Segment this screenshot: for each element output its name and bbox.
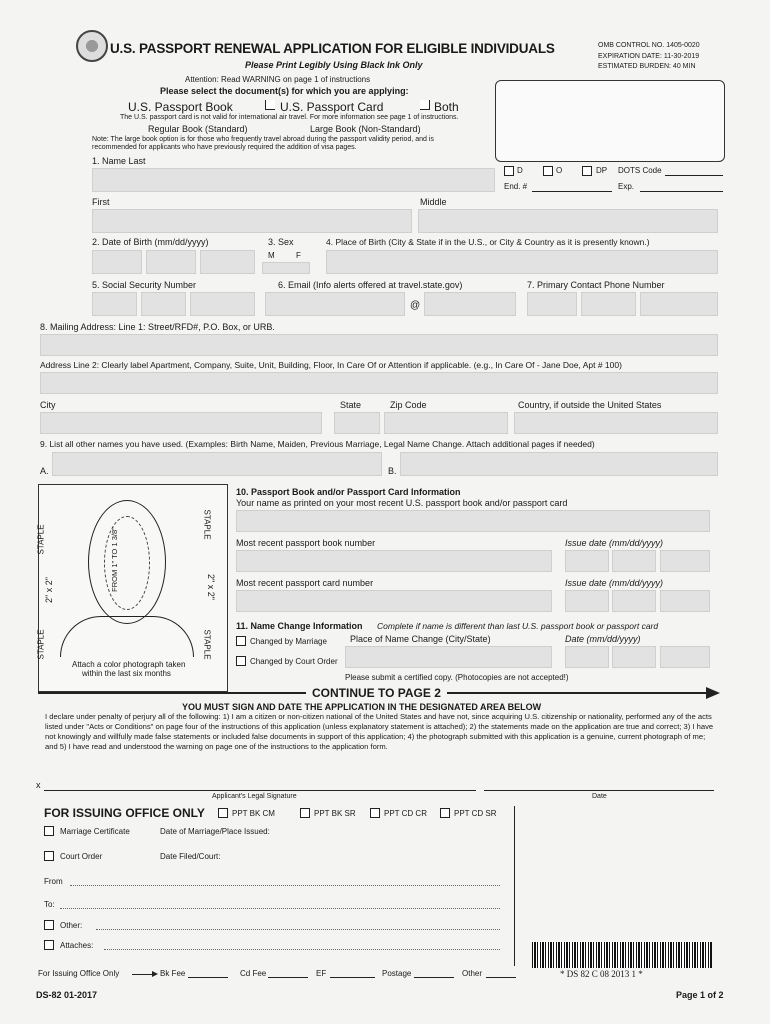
change-month-input[interactable] — [565, 646, 609, 668]
barcode-text: * DS 82 C 08 2013 1 * — [560, 969, 643, 979]
address-line2-label: Address Line 2: Clearly label Apartment, Company, Suite, Unit, Building, Floor, In Care Of or Attention if applicable. (e.g., In Care Of - Jane Doe, Apt # 100) — [40, 360, 622, 370]
sex-f-label: F — [296, 251, 301, 260]
other-dots — [96, 929, 500, 930]
option-both-label: Both — [434, 100, 459, 114]
regular-book-label: Regular Book (Standard) — [148, 124, 248, 134]
exp-label: Exp. — [618, 182, 635, 191]
large-book-note: Note: The large book option is for those who frequently travel abroad during the passport validity period, and is recommended for applicants who have previously required the addition of visa pages. — [92, 136, 434, 151]
from-label: From — [44, 877, 63, 886]
address-line1-label: 8. Mailing Address: Line 1: Street/RFD#, P.O. Box, or URB. — [40, 322, 275, 332]
section11-subtitle: Complete if name is different than last U.S. passport book or passport card — [377, 621, 659, 631]
change-year-input[interactable] — [660, 646, 710, 668]
ssn-part2-input[interactable] — [141, 292, 186, 316]
change-day-input[interactable] — [612, 646, 656, 668]
phone-area-input[interactable] — [527, 292, 577, 316]
other-label: Other: — [60, 921, 83, 930]
omb-number: OMB CONTROL NO. 1405-0020 — [598, 42, 700, 49]
photo-size-right: 2" x 2" — [205, 574, 216, 600]
form-subtitle: Please Print Legibly Using Black Ink Only — [245, 60, 423, 70]
o-label: O — [556, 166, 563, 175]
city-label: City — [40, 400, 56, 410]
first-name-label: First — [92, 197, 110, 207]
last-name-input[interactable] — [92, 168, 495, 192]
photo-shoulders — [60, 616, 194, 657]
dob-label: 2. Date of Birth (mm/dd/yyyy) — [92, 237, 209, 247]
dots-code-label: DOTS Code — [618, 166, 662, 175]
state-input[interactable] — [334, 412, 380, 434]
signature-line — [44, 790, 476, 791]
ppt-cd-sr-label: PPT CD SR — [454, 809, 497, 818]
address-line1-input[interactable] — [40, 334, 718, 356]
barcode-image — [532, 942, 712, 968]
country-input[interactable] — [514, 412, 718, 434]
middle-name-input[interactable] — [418, 209, 718, 233]
select-text: Please select the document(s) for which you are applying: — [160, 86, 409, 96]
o-checkbox[interactable] — [543, 166, 553, 176]
zip-input[interactable] — [384, 412, 508, 434]
option-card-label: U.S. Passport Card — [280, 100, 384, 114]
card-number-label: Most recent passport card number — [236, 578, 374, 588]
d-checkbox[interactable] — [504, 166, 514, 176]
fee-arrow-icon — [152, 971, 158, 977]
pob-input[interactable] — [326, 250, 718, 274]
book-issue-day-input[interactable] — [612, 550, 656, 572]
staple-top-right: STAPLE — [202, 509, 212, 540]
city-input[interactable] — [40, 412, 322, 434]
marriage-date-label: Date of Marriage/Place Issued: — [160, 827, 270, 836]
phone-prefix-input[interactable] — [581, 292, 636, 316]
place-of-change-input[interactable] — [345, 646, 552, 668]
option-book-label: U.S. Passport Book — [128, 100, 233, 114]
card-issue-year-input[interactable] — [660, 590, 710, 612]
office-divider — [514, 806, 515, 966]
to-dots — [60, 908, 500, 909]
address-line2-input[interactable] — [40, 372, 718, 394]
book-number-input[interactable] — [236, 550, 552, 572]
date-label: Date — [592, 793, 607, 800]
ppt-bk-sr-label: PPT BK SR — [314, 809, 356, 818]
dob-month-input[interactable] — [92, 250, 142, 274]
continue-label: CONTINUE TO PAGE 2 — [306, 686, 447, 700]
date-line — [484, 790, 714, 791]
large-book-label: Large Book (Non-Standard) — [310, 124, 421, 134]
office-use-box — [495, 80, 725, 162]
dob-year-input[interactable] — [200, 250, 255, 274]
other-checkbox[interactable] — [44, 920, 54, 930]
ppt-bk-sr-checkbox[interactable] — [300, 808, 310, 818]
staple-bottom-right: STAPLE — [202, 629, 212, 660]
attaches-dots — [104, 949, 500, 950]
staple-bottom-left: STAPLE — [36, 629, 46, 660]
changed-by-marriage-checkbox[interactable] — [236, 636, 246, 646]
d-label: D — [517, 166, 523, 175]
email-at-sign: @ — [410, 300, 421, 311]
section10-title: 10. Passport Book and/or Passport Card Information — [236, 487, 461, 497]
marriage-certificate-checkbox[interactable] — [44, 826, 54, 836]
book-issue-month-input[interactable] — [565, 550, 609, 572]
other-names-label: 9. List all other names you have used. (Examples: Birth Name, Maiden, Previous Marriage, Legal Name Change. Attach additional pages if needed) — [40, 439, 595, 449]
ppt-cd-cr-checkbox[interactable] — [370, 808, 380, 818]
ssn-part3-input[interactable] — [190, 292, 255, 316]
email-domain-input[interactable] — [424, 292, 516, 316]
book-issue-date-label: Issue date (mm/dd/yyyy) — [565, 538, 664, 548]
attention-text: Attention: Read WARNING on page 1 of instructions — [185, 75, 371, 84]
state-label: State — [340, 400, 362, 410]
ppt-cd-sr-checkbox[interactable] — [440, 808, 450, 818]
zip-label: Zip Code — [390, 400, 427, 410]
court-order-label: Court Order — [60, 852, 103, 861]
recent-passport-name-input[interactable] — [236, 510, 710, 532]
end-label: End. # — [504, 182, 528, 191]
ssn-label: 5. Social Security Number — [92, 280, 197, 290]
fee-arrow-line — [132, 974, 154, 975]
other-name-a-label: A. — [40, 466, 49, 476]
pob-label: 4. Place of Birth (City & State if in the U.S., or City & Country as it is presently known.) — [326, 237, 650, 247]
photo-size-range: FROM 1" TO 1 3/8" — [109, 527, 119, 592]
ef-label: EF — [316, 969, 327, 978]
card-issue-month-input[interactable] — [565, 590, 609, 612]
attaches-label: Attaches: — [60, 941, 94, 950]
changed-by-court-checkbox[interactable] — [236, 656, 246, 666]
sex-m-label: M — [268, 251, 275, 260]
card-issue-date-label: Issue date (mm/dd/yyyy) — [565, 578, 664, 588]
postage-label: Postage — [382, 969, 412, 978]
ppt-cd-cr-label: PPT CD CR — [384, 809, 427, 818]
signature-input[interactable] — [46, 772, 474, 789]
photo-size-left: 2" x 2" — [43, 577, 54, 603]
estimated-burden: ESTIMATED BURDEN: 40 MIN — [598, 63, 696, 70]
dob-day-input[interactable] — [146, 250, 196, 274]
to-label: To: — [44, 900, 55, 909]
other-name-b-label: B. — [388, 466, 397, 476]
staple-top-left: STAPLE — [36, 524, 46, 555]
sex-label: 3. Sex — [268, 237, 294, 247]
marriage-certificate-label: Marriage Certificate — [60, 827, 130, 836]
other-name-b-input[interactable] — [400, 452, 718, 476]
photo-caption-line2: within the last six months — [82, 669, 171, 678]
other-fee-label: Other — [462, 969, 483, 978]
phone-label: 7. Primary Contact Phone Number — [527, 280, 665, 290]
from-dots — [70, 885, 500, 886]
book-number-label: Most recent passport book number — [236, 538, 376, 548]
card-number-input[interactable] — [236, 590, 552, 612]
dp-checkbox[interactable] — [582, 166, 592, 176]
middle-name-label: Middle — [420, 197, 447, 207]
photo-caption-line1: Attach a color photograph taken — [72, 660, 186, 669]
expiration-date: EXPIRATION DATE: 11-30-2019 — [598, 53, 700, 60]
dp-label: DP — [596, 166, 608, 175]
signature-x: x — [36, 780, 41, 790]
declaration-text: I declare under penalty of perjury all of the following: 1) I am a citizen or non-citizen national of the United States and have not, since acquiring U.S. citizenship or nationality, performed any of the acts listed under "Acts or Conditions" on page four of the instructions of this application (unless explanatory statement is attached); 2) the statements made on the application are true and correct; 3) I have not knowingly and willfully made false statements or included false documents in support of this application; 4) the photograph submitted with this application is a genuine, current photograph of me; and 5) I have read and understood the warning on page one of the instructions to the application form. — [45, 712, 714, 751]
other-name-a-input[interactable] — [52, 452, 382, 476]
attaches-checkbox[interactable] — [44, 940, 54, 950]
certified-copy-note: Please submit a certified copy. (Photocopies are not accepted!) — [345, 673, 569, 682]
ppt-bk-cm-checkbox[interactable] — [218, 808, 228, 818]
section11-title: 11. Name Change Information — [236, 621, 363, 631]
sex-input[interactable] — [262, 262, 310, 274]
name-last-label: 1. Name Last — [92, 156, 146, 166]
changed-by-marriage-label: Changed by Marriage — [250, 637, 327, 646]
card-issue-day-input[interactable] — [612, 590, 656, 612]
option-both-checkbox[interactable] — [420, 100, 430, 110]
fee-row-label: For Issuing Office Only — [38, 969, 120, 978]
court-order-checkbox[interactable] — [44, 851, 54, 861]
continue-arrow-icon — [706, 687, 720, 699]
ssn-part1-input[interactable] — [92, 292, 137, 316]
option-card-checkbox[interactable] — [265, 100, 275, 110]
signature-date-input[interactable] — [486, 772, 712, 789]
sign-heading: YOU MUST SIGN AND DATE THE APPLICATION IN THE DESIGNATED AREA BELOW — [182, 702, 542, 712]
first-name-input[interactable] — [92, 209, 412, 233]
form-title: U.S. PASSPORT RENEWAL APPLICATION FOR ELIGIBLE INDIVIDUALS — [110, 41, 555, 56]
section10-subtitle: Your name as printed on your most recent U.S. passport book and/or passport card — [236, 498, 568, 508]
changed-by-court-label: Changed by Court Order — [250, 657, 338, 666]
issuing-office-title: FOR ISSUING OFFICE ONLY — [44, 806, 205, 820]
court-date-label: Date Filed/Court: — [160, 852, 221, 861]
signature-label: Applicant's Legal Signature — [212, 793, 297, 800]
card-note: The U.S. passport card is not valid for international air travel. For more information see page 1 of instructions. — [120, 114, 459, 121]
cd-fee-label: Cd Fee — [240, 969, 267, 978]
book-issue-year-input[interactable] — [660, 550, 710, 572]
email-user-input[interactable] — [265, 292, 405, 316]
form-number: DS-82 01-2017 — [36, 990, 98, 1000]
ppt-bk-cm-label: PPT BK CM — [232, 809, 275, 818]
change-date-label: Date (mm/dd/yyyy) — [565, 634, 641, 644]
email-label: 6. Email (Info alerts offered at travel.state.gov) — [278, 280, 463, 290]
country-label: Country, if outside the United States — [518, 400, 662, 410]
place-of-change-label: Place of Name Change (City/State) — [350, 634, 491, 644]
phone-line-input[interactable] — [640, 292, 718, 316]
us-seal-icon — [76, 30, 108, 62]
page-number: Page 1 of 2 — [676, 990, 724, 1000]
bk-fee-label: Bk Fee — [160, 969, 186, 978]
